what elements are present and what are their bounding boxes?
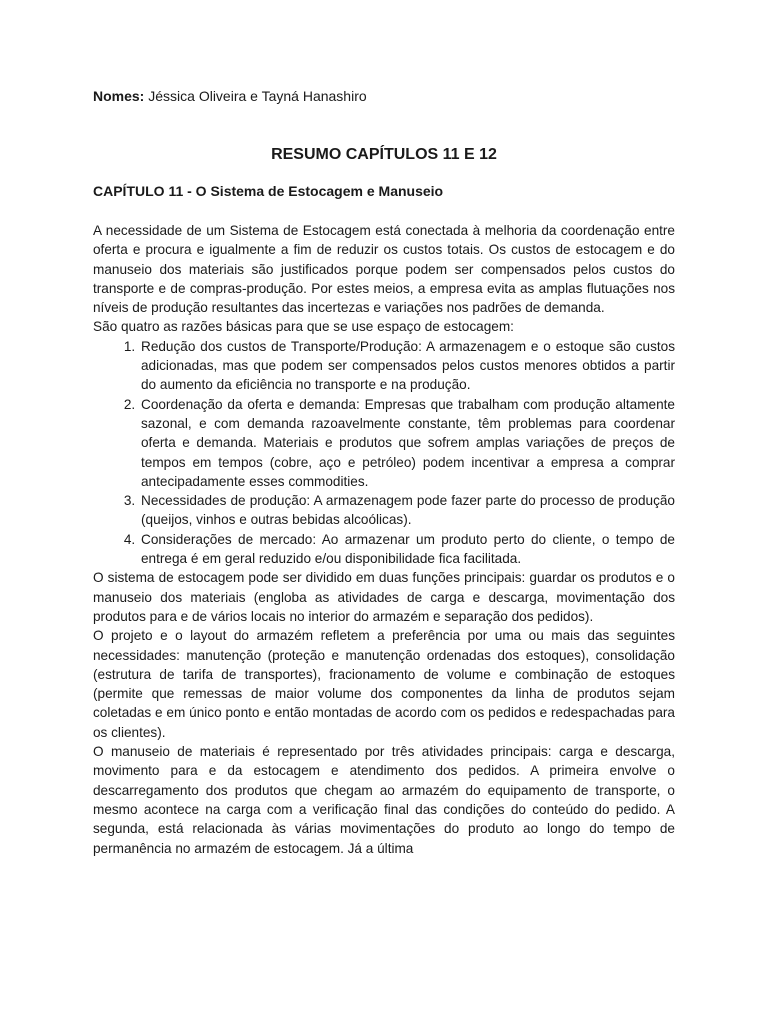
list-item: 3. Necessidades de produção: A armazenagem pode fazer parte do processo de produção (queijos, vinhos e outras bebidas alcoólicas).: [139, 491, 675, 530]
names-value: Jéssica Oliveira e Tayná Hanashiro: [144, 88, 367, 104]
list-item: 2. Coordenação da oferta e demanda: Empresas que trabalham com produção altamente sazonal, e com demanda razoavelmente constante, têm problemas para coordenar oferta e demanda. Materiais e produtos que sofrem amplas variações de preços de tempos em tempos (cobre, aço e petróleo) podem incentivar a empresa a comprar antecipadamente esses commodities.: [139, 395, 675, 491]
paragraph-storage-functions: O sistema de estocagem pode ser dividido em duas funções principais: guardar os produtos e o manuseio dos materiais (engloba as atividades de carga e descarga, movimentação dos produtos para e de vários locais no interior do armazém e separação dos pedidos).: [93, 570, 675, 624]
paragraph-intro: A necessidade de um Sistema de Estocagem está conectada à melhoria da coordenação entre oferta e procura e igualmente a fim de reduzir os custos totais. Os custos de estocagem e do manuseio dos materiais são justificados porque podem ser compensados pelos custos do transporte e de compras-produção. Por estes meios, a empresa evita as amplas flutuações nos níveis de produção resultantes das incertezas e variações nos padrões de demanda.: [93, 223, 675, 316]
paragraph-project-layout: O projeto e o layout do armazém refletem a preferência por uma ou mais das seguintes necessidades: manutenção (proteção e manutenção ordenadas dos estoques), consolidação (estrutura de tarifa de transportes), fracionamento de volume e combinação de estoques (permite que remessas de maior volume dos componentes da linha de produtos sejam coletadas e em único ponto e então montadas de acordo com os pedidos e redespachadas para os clientes).: [93, 628, 675, 740]
paragraph-reasons-intro: São quatro as razões básicas para que se use espaço de estocagem:: [93, 319, 514, 335]
document-body: [93, 221, 675, 858]
chapter-heading: CAPÍTULO 11 - O Sistema de Estocagem e Manuseio: [93, 183, 444, 199]
document-title: RESUMO CAPÍTULOS 11 E 12: [271, 146, 497, 163]
names-label: Nomes:: [93, 88, 145, 104]
reasons-list: [93, 337, 675, 569]
paragraph-handling: O manuseio de materiais é representado por três atividades principais: carga e descarga, movimento para e da estocagem e atendimento dos pedidos. A primeira envolve o descarregamento dos produtos que chegam ao armazém do equipamento de transporte, o mesmo acontece na carga com a verificação final das condições do conteúdo do pedido. A segunda, está relacionada às várias movimentações do produto ao longo do tempo de permanência no armazém de estocagem. Já a última: [93, 744, 675, 856]
authors-line: [93, 87, 367, 106]
list-item: 1. Redução dos custos de Transporte/Produção: A armazenagem e o estoque são custos adicionadas, mas que podem ser compensados pelos custos menores obtidos a partir do aumento da eficiência no transporte e na produção.: [139, 337, 675, 395]
list-item: 4. Considerações de mercado: Ao armazenar um produto perto do cliente, o tempo de entrega é em geral reduzido e/ou disponibilidade fica facilitada.: [139, 530, 675, 569]
